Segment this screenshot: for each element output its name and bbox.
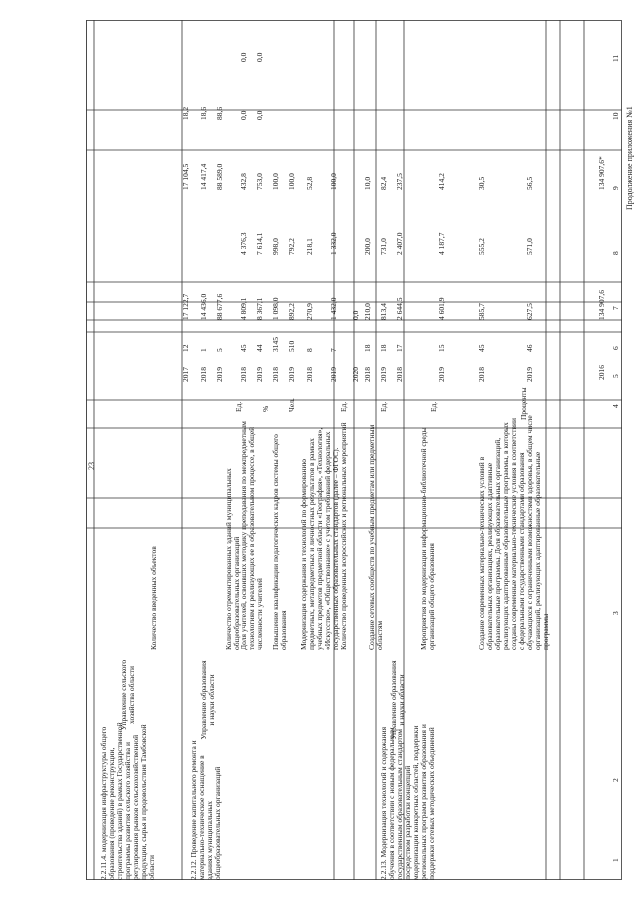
row8-r2-v7: 627,5 [525,303,534,320]
row8-r1-v7: 585,7 [477,303,486,320]
row2-unit: Ед. [234,401,243,412]
row1-v9: 134 907,6* [597,156,606,190]
row8-r2-v8: 571,0 [525,238,534,255]
row4-r1-v9: 100,0 [271,173,280,190]
row7-r1-v9: 414,2 [437,173,446,190]
col-number-5: 5 [611,374,620,378]
row2-r1-v6: 12 [181,344,190,352]
row5-unit: Ед. [339,401,348,412]
row2-r2-v10: 18,6 [199,106,208,120]
row6-r1-v7: 210,0 [363,303,372,320]
row2-r2-year: 2018 [199,367,208,382]
row5-r2-v9: 100,0 [329,173,338,190]
col-number-6: 6 [611,346,620,350]
row6-r2-v7: 813,4 [379,303,388,320]
row4-r2-v8: 792,2 [287,238,296,255]
row3-r2-v7: 8 367,1 [255,297,264,320]
row8-r2-v9: 56,5 [525,176,534,190]
row1-measure: 2.2.11.4. модернизация инфраструктуры общего образования (проведение реконструкции, строительства зданий) в рамках Государственной программы развития сельского хозяйства и регулирования рынков сельскохозяйственной продукции, сырья и продовольствия Тамбовской области [99,722,156,880]
row8-r1-v8: 555,2 [477,238,486,255]
appendix-title: Продолжение приложения №1 [625,106,634,210]
row2-r1-v7: 17 122,7 [181,293,190,320]
row4-r1-year: 2018 [271,367,280,382]
row3-r1-v11: 0,0 [239,52,248,62]
row4-unit: Чел. [287,398,296,412]
row4-r2-v7: 892,2 [287,303,296,320]
row3-r2-v9: 753,0 [255,173,264,190]
row5-r2-v6: 7 [329,348,338,352]
row2-r3-v9: 88 589,0 [215,163,224,190]
row5-measure: 2.2.13. Модернизация технологий и содержания обучения в соответствии с новым федеральным государственным образовательным стандартом посредством разработки концепций модернизации конкретных областей, поддержки региональных программ развития образования и поддержки сетевых методических объединений [379,724,436,880]
row3-r1-v8: 4 376,3 [239,232,248,255]
row6-indicator: Создание сетевых сообществ по учебным предметам или предметным областям [367,424,384,650]
row5-r3-year: 2020 [351,367,360,382]
row8-r1-v6: 45 [477,344,486,352]
row5-r1-v8: 218,1 [305,238,314,255]
row3-r2-v6: 44 [255,344,264,352]
row6-r2-v6: 18 [379,344,388,352]
row5-r2-year: 2019 [329,367,338,382]
row7-indicator: Мероприятия по модернизации информационно-библиотечной среды организаций общего образования [419,427,436,650]
row5-r1-v7: 270,9 [305,303,314,320]
row5-r1-v9: 52,8 [305,176,314,190]
row3-indicator: Доля учителей, освоивших методику преподавания по межпредметным технологиям и реализующих ее в образовательном процессе, в общей численности учителей [239,421,264,650]
row5-r1-year: 2018 [305,367,314,382]
col-number-3: 3 [611,611,620,615]
row3-unit: % [261,405,270,412]
row3-r1-v10: 0,0 [239,110,248,120]
row1-year: 2016 [597,365,606,380]
row5-executor: Управление образования и науки области [389,660,406,740]
row2-r2-v6: 1 [199,348,208,352]
row7-r1-v7: 4 601,9 [437,297,446,320]
row4-indicator: Повышение квалификации педагогических кадров системы общего образования [271,434,288,650]
row7-unit: Ед. [429,401,438,412]
row3-r1-v6: 45 [239,344,248,352]
row4-r2-year: 2019 [287,367,296,382]
row6-r2-year: 2019 [379,367,388,382]
row8-r1-v9: 30,5 [477,176,486,190]
row3-r2-year: 2019 [255,367,264,382]
row2-r3-v7: 88 677,6 [215,293,224,320]
row2-measure: 2.2.12. Проведение капитального ремонта и материально-техническое оснащение в зданиях муниципальных общеобразовательных организаций [189,740,222,880]
row6-r1-year: 2018 [363,367,372,382]
row3-r1-year: 2018 [239,367,248,382]
row1-executor: Управление сельского хозяйства области [119,659,136,731]
row4-r1-v7: 1 098,0 [271,297,280,320]
row6-r3-v6: 17 [395,344,404,352]
col-number-2: 2 [611,778,620,782]
row2-executor: Управление образования и науки области [199,660,216,740]
row8-r2-year: 2019 [525,367,534,382]
row1-indicator: Количество введенных объектов [149,546,158,650]
row2-r2-v9: 14 417,4 [199,163,208,190]
row6-r2-v8: 731,0 [379,238,388,255]
row1-v7: 134 907,6 [597,290,606,320]
row6-r3-year: 2018 [395,367,404,382]
row3-r2-v10: 0,0 [255,110,264,120]
row6-r3-v7: 2 644,5 [395,297,404,320]
row5-indicator: Модернизация содержания и технологий по формированию предметных, метапредметных и личностных результатов в рамках учебных предметов предметной области «География», «Технология», «Искусство», «Обществознание» с учетом требований федеральных государственных образовательных стандартов (далее – ФГОС). Количество проведенных всероссийских и региональных мероприятий [299,422,348,650]
row2-r3-v6: 5 [215,348,224,352]
row2-r2-v7: 14 436,0 [199,293,208,320]
row2-r3-v10: 88,6 [215,106,224,120]
col-number-9: 9 [611,186,620,190]
col-number-10: 10 [611,112,620,120]
row2-r1-v9: 17 104,5 [181,163,190,190]
row2-r1-v10: 18,2 [181,106,190,120]
row6-r1-v6: 18 [363,344,372,352]
row6-r1-v9: 10,0 [363,176,372,190]
col-number-4: 4 [611,404,620,408]
row6-r3-v9: 237,5 [395,173,404,190]
col-number-1: 1 [611,858,620,862]
row6-r3-v8: 2 407,0 [395,232,404,255]
row2-indicator: Количество отремонтированных зданий муниципальных общеобразовательных организаций [224,468,241,650]
row3-r2-v11: 0,0 [255,52,264,62]
row6-r2-v9: 82,4 [379,176,388,190]
row5-r2-v8: 1 332,0 [329,232,338,255]
row6-unit: Ед. [379,401,388,412]
row5-r1-v6: 8 [305,348,314,352]
row4-r1-v8: 998,0 [271,238,280,255]
row7-r1-year: 2019 [437,367,446,382]
row8-indicator: Создание современных материально-технических условий в образовательных организациях, реализующих адаптивные образовательные программы. Доля образовательных организаций, реализующих адаптированные образовательные программы, в которых созданы современные материально-технические условия в соответствии с федеральными государственными стандартами образования обучающихся с ограниченными возможностями здоровья, в общем числе организаций, реализующих адаптированные образовательные программы [477,415,550,650]
col-number-8: 8 [611,251,620,255]
col-number-7: 7 [611,306,620,310]
page-number: 23 [87,462,96,470]
row3-r2-v8: 7 614,1 [255,232,264,255]
row6-r1-v8: 200,0 [363,238,372,255]
row8-r2-v6: 46 [525,344,534,352]
row7-r1-v6: 15 [437,344,446,352]
row2-r1-year: 2017 [181,367,190,382]
row4-r1-v6: 3145 [271,337,280,352]
row4-r2-v9: 100,0 [287,173,296,190]
row2-r3-year: 2019 [215,367,224,382]
row7-r1-v8: 4 187,7 [437,232,446,255]
row4-r2-v6: 510 [287,340,296,352]
col-number-11: 11 [611,54,620,62]
row8-unit: Проценты [519,387,528,420]
row3-r1-v7: 4 809,1 [239,297,248,320]
row5-r2-v7: 1 432,0 [329,297,338,320]
row5-r3-v7: 0,0 [351,310,360,320]
row3-r1-v9: 432,8 [239,173,248,190]
row8-r1-year: 2018 [477,367,486,382]
